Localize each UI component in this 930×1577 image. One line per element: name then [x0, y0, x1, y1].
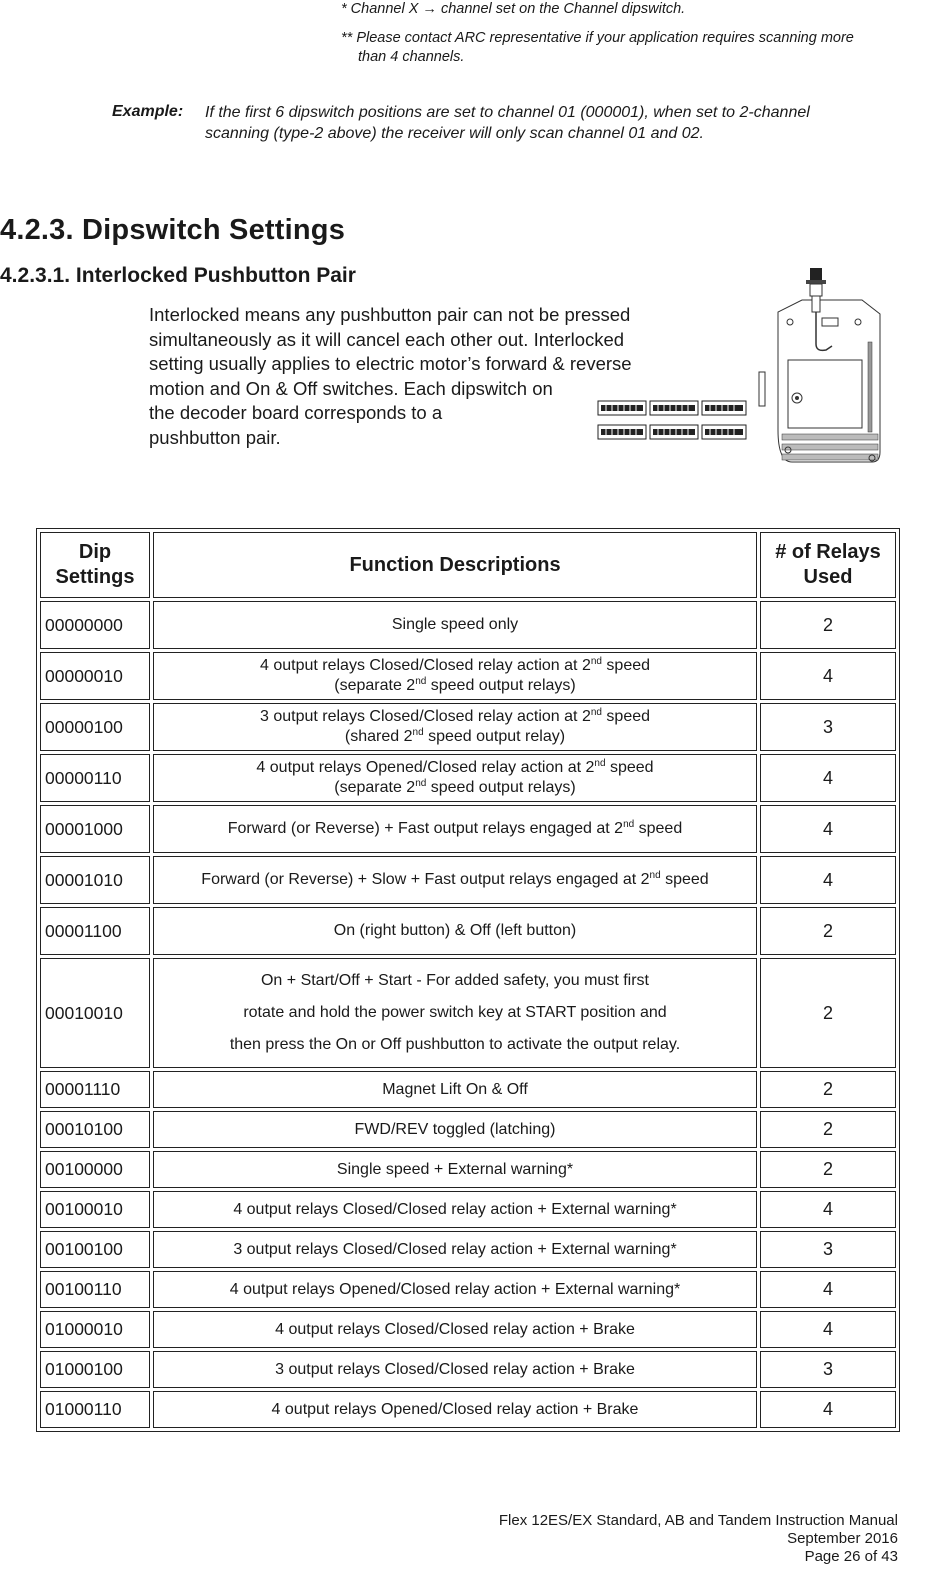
function-description: Forward (or Reverse) + Fast output relays engaged at 2nd speed — [153, 805, 757, 853]
relay-count: 4 — [760, 754, 896, 802]
channel-note: * Channel X → channel set on the Channel dipswitch. — [341, 1, 686, 17]
function-description: 3 output relays Closed/Closed relay action + External warning* — [153, 1231, 757, 1268]
page-footer — [499, 1512, 898, 1566]
dip-code: 00100010 — [40, 1191, 150, 1228]
dip-code: 00000110 — [40, 754, 150, 802]
dip-code: 00010010 — [40, 958, 150, 1068]
intro-line: pushbutton pair. — [149, 426, 281, 448]
subsection-title: Interlocked Pushbutton Pair — [75, 264, 356, 287]
relay-count: 3 — [760, 1351, 896, 1388]
example-line-1: If the first 6 dipswitch positions are set to channel 01 (000001), when set to 2-channel — [205, 104, 810, 121]
table-row — [40, 856, 896, 904]
function-description: 3 output relays Closed/Closed relay action at 2nd speed (shared 2nd speed output relay) — [153, 703, 757, 751]
table-row — [40, 601, 896, 649]
function-description: On (right button) & Off (left button) — [153, 907, 757, 955]
intro-line: the decoder board corresponds to a — [149, 402, 443, 423]
function-description: 4 output relays Opened/Closed relay action at 2nd speed (separate 2nd speed output relays) — [153, 754, 757, 802]
table-row — [40, 805, 896, 853]
table-header-row — [40, 532, 896, 598]
dip-code: 00001010 — [40, 856, 150, 904]
intro-line: setting usually applies to electric motor’s forward & reverse — [149, 353, 632, 374]
table-row — [40, 754, 896, 802]
function-description: Magnet Lift On & Off — [153, 1071, 757, 1108]
dip-code: 00100100 — [40, 1231, 150, 1268]
relay-count: 2 — [760, 907, 896, 955]
function-description: 4 output relays Opened/Closed relay action + Brake — [153, 1391, 757, 1428]
relay-count: 4 — [760, 805, 896, 853]
decoder-board-figure — [592, 262, 882, 472]
relay-count: 4 — [760, 1271, 896, 1308]
relay-count: 3 — [760, 703, 896, 751]
section-number: 4.2.3. — [0, 214, 74, 246]
function-description: Single speed only — [153, 601, 757, 649]
relay-count: 3 — [760, 1231, 896, 1268]
function-description: Forward (or Reverse) + Slow + Fast output relays engaged at 2nd speed — [153, 856, 757, 904]
page-number: Page 26 of 43 — [804, 1548, 898, 1565]
relay-count: 4 — [760, 1391, 896, 1428]
intro-line: simultaneously as it will cancel each other out. Interlocked — [149, 328, 625, 350]
dip-code: 01000010 — [40, 1311, 150, 1348]
intro-line: Interlocked means any pushbutton pair can not be pressed — [149, 304, 631, 325]
section-heading — [0, 214, 345, 247]
relay-count: 4 — [760, 856, 896, 904]
table-row — [40, 652, 896, 700]
relay-count: 2 — [760, 1111, 896, 1148]
dip-code: 00001110 — [40, 1071, 150, 1108]
relay-count: 4 — [760, 1311, 896, 1348]
dip-code: 01000100 — [40, 1351, 150, 1388]
table-row — [40, 1391, 896, 1428]
example-label: Example: — [112, 103, 184, 120]
function-description: Single speed + External warning* — [153, 1151, 757, 1188]
relay-count: 2 — [760, 1151, 896, 1188]
relay-count: 4 — [760, 1191, 896, 1228]
function-description: 3 output relays Closed/Closed relay action + Brake — [153, 1351, 757, 1388]
function-description: 4 output relays Closed/Closed relay action at 2nd speed (separate 2nd speed output relays) — [153, 652, 757, 700]
table-row — [40, 1191, 896, 1228]
table-row — [40, 1231, 896, 1268]
dip-code: 00000100 — [40, 703, 150, 751]
relays-used-header: # of Relays Used — [760, 532, 896, 598]
relay-count: 2 — [760, 1071, 896, 1108]
decoder-board-illustration — [592, 262, 882, 472]
manual-date: September 2016 — [787, 1530, 898, 1547]
function-descriptions-header: Function Descriptions — [153, 532, 757, 598]
dip-code: 00100110 — [40, 1271, 150, 1308]
function-description: 4 output relays Closed/Closed relay action + Brake — [153, 1311, 757, 1348]
relay-count: 2 — [760, 601, 896, 649]
scanning-note: ** Please contact ARC representative if your application requires scanning more — [341, 30, 854, 46]
subsection-heading — [0, 264, 356, 288]
subsection-number: 4.2.3.1. — [0, 264, 71, 287]
intro-line: motion and On & Off switches. Each dipswitch on — [149, 377, 553, 399]
function-description: On + Start/Off + Start - For added safety, you must first rotate and hold the power switch key at START position and then press the On or Off pushbutton to activate the output relay. — [153, 958, 757, 1068]
table-row — [40, 1311, 896, 1348]
table-row — [40, 703, 896, 751]
function-description: FWD/REV toggled (latching) — [153, 1111, 757, 1148]
dip-code: 00001000 — [40, 805, 150, 853]
dip-settings-header: Dip Settings — [40, 532, 150, 598]
dip-code: 00000000 — [40, 601, 150, 649]
dip-settings-table — [36, 528, 900, 1432]
relay-count: 4 — [760, 652, 896, 700]
manual-title: Flex 12ES/EX Standard, AB and Tandem Instruction Manual — [498, 1512, 898, 1529]
dip-code: 00000010 — [40, 652, 150, 700]
table-row — [40, 907, 896, 955]
dip-code: 00100000 — [40, 1151, 150, 1188]
dip-code: 00001100 — [40, 907, 150, 955]
table-row — [40, 1111, 896, 1148]
dip-code: 00010100 — [40, 1111, 150, 1148]
scanning-note-cont: than 4 channels. — [358, 49, 465, 65]
table-row — [40, 1071, 896, 1108]
table-row — [40, 958, 896, 1068]
example-line-2: scanning (type-2 above) the receiver will only scan channel 01 and 02. — [205, 125, 704, 142]
table-row — [40, 1151, 896, 1188]
relay-count: 2 — [760, 958, 896, 1068]
table-row — [40, 1351, 896, 1388]
function-description: 4 output relays Closed/Closed relay action + External warning* — [153, 1191, 757, 1228]
function-description: 4 output relays Opened/Closed relay action + External warning* — [153, 1271, 757, 1308]
intro-paragraph — [149, 303, 632, 450]
table-row — [40, 1271, 896, 1308]
dip-code: 01000110 — [40, 1391, 150, 1428]
section-title: Dipswitch Settings — [82, 214, 346, 246]
